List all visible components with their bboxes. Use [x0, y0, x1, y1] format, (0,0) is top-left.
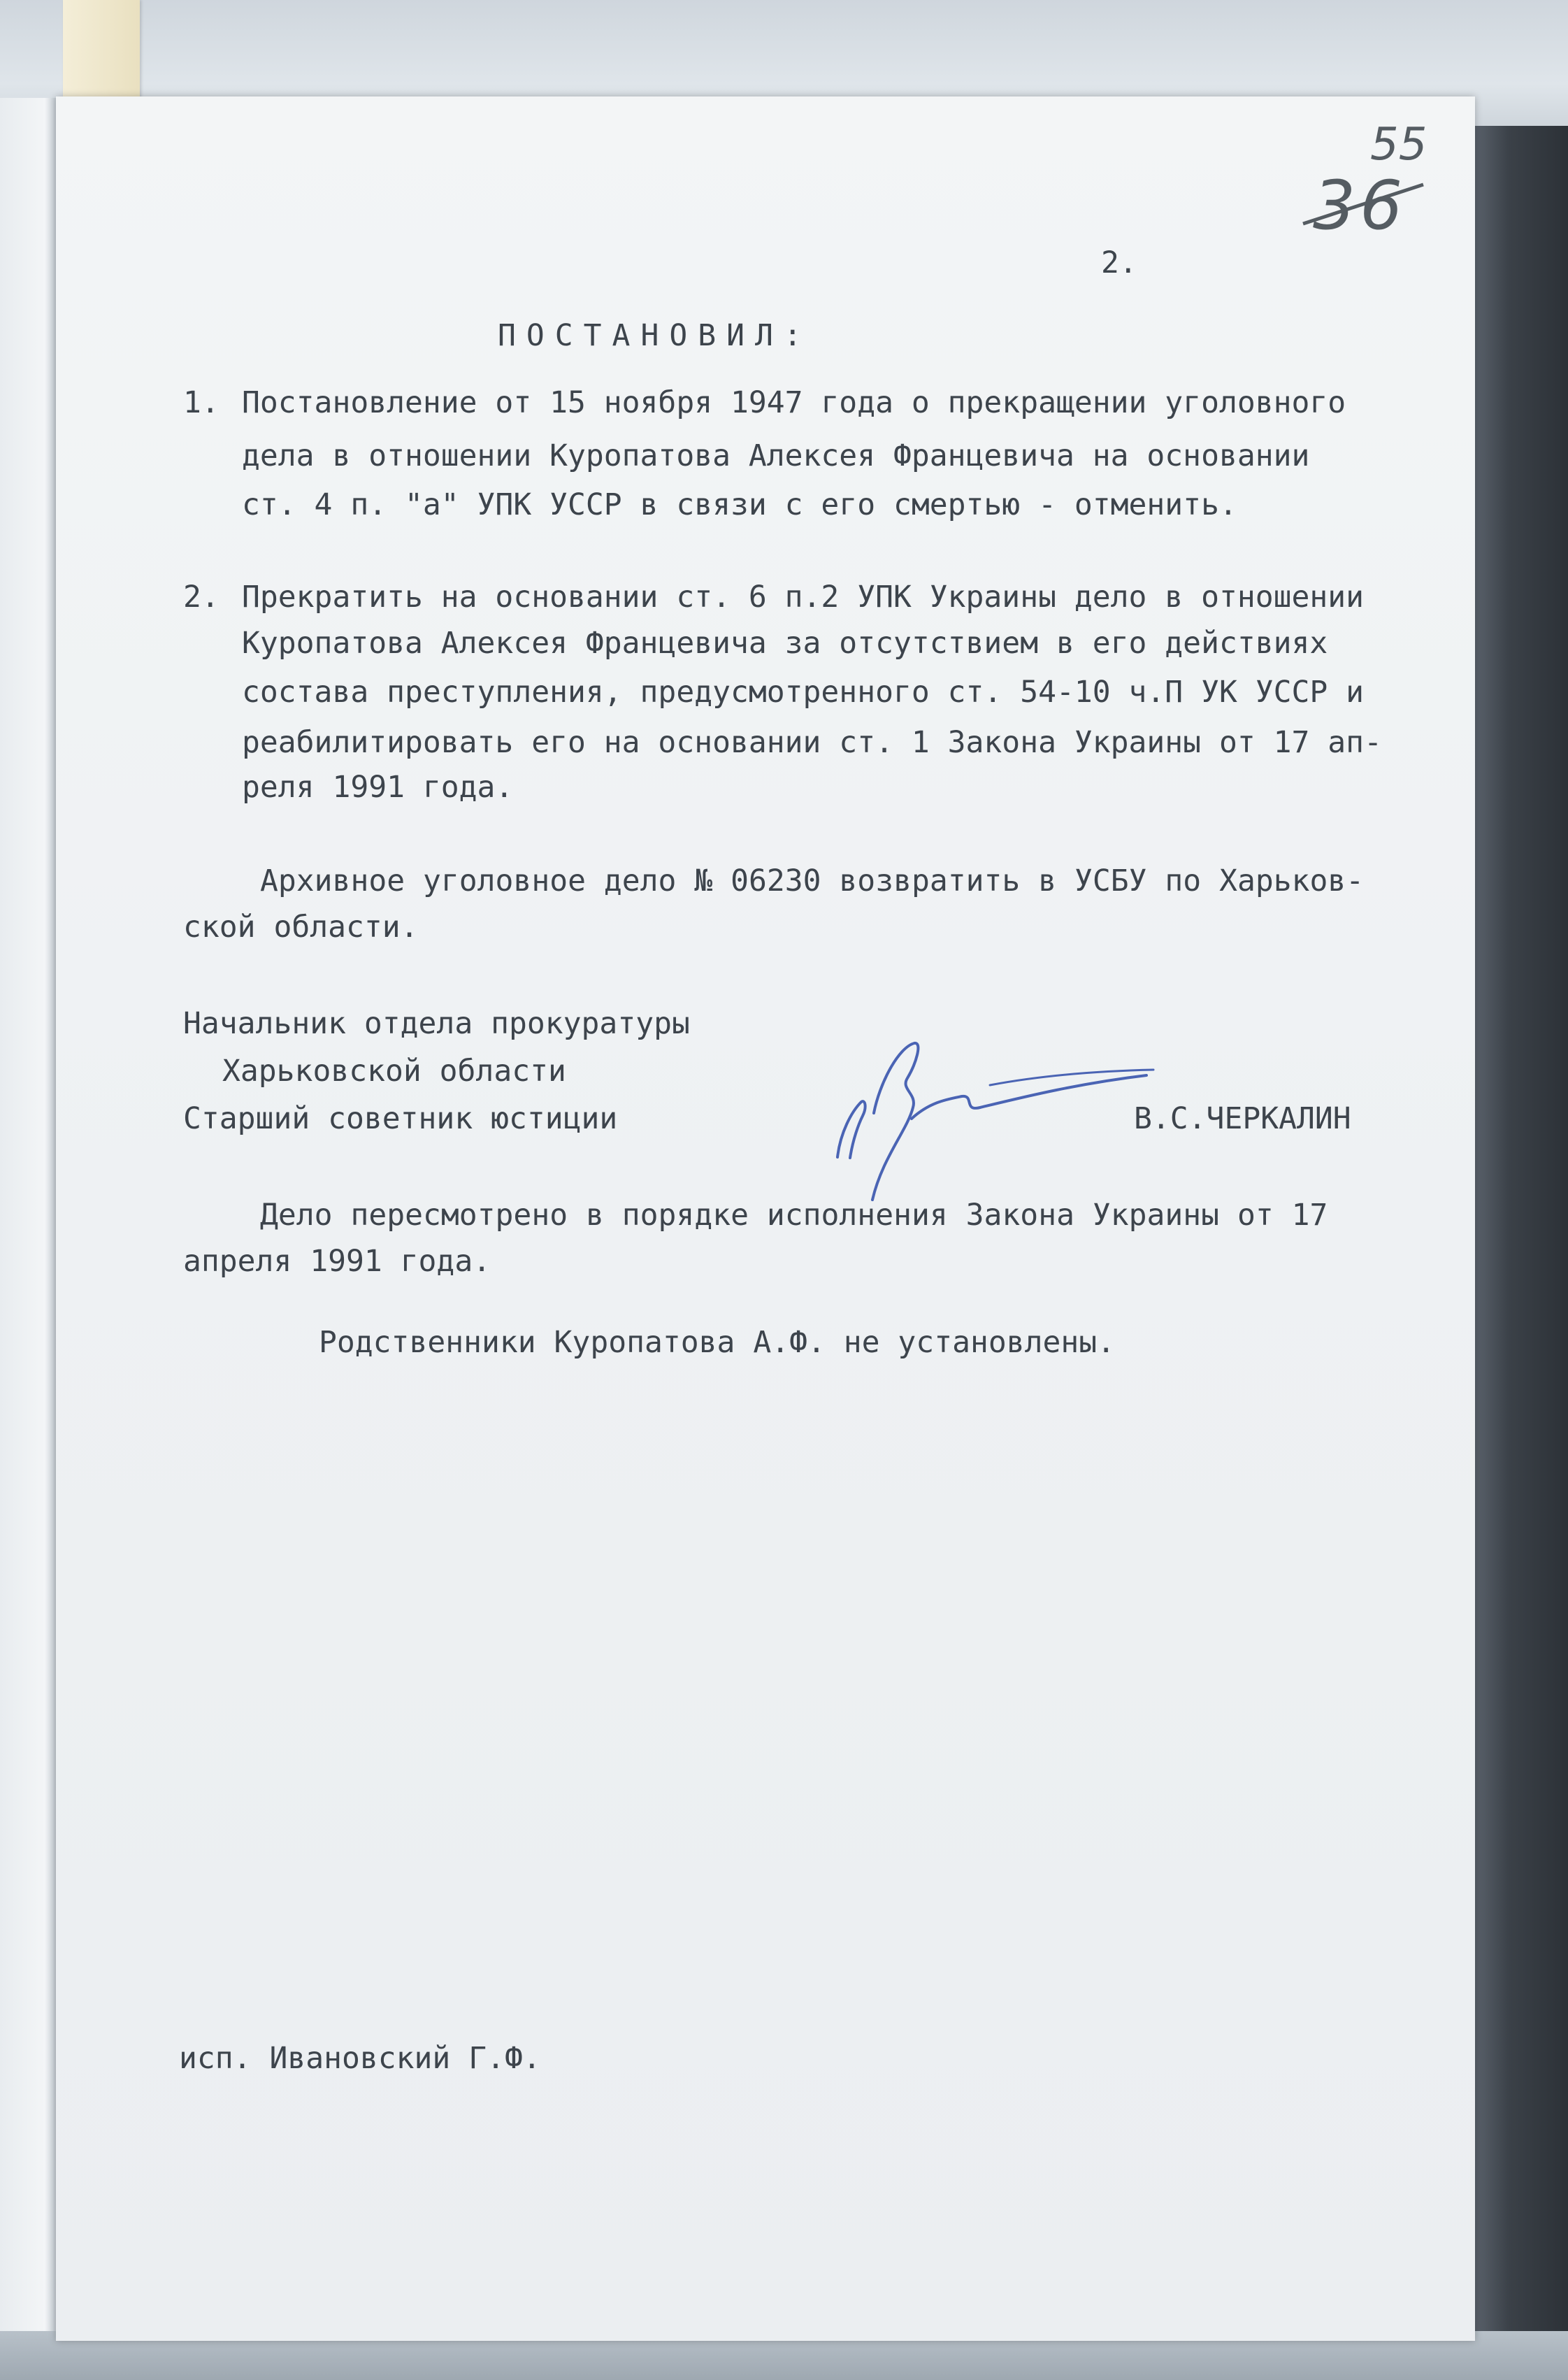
item-2-line-2: Куропатова Алексея Францевича за отсутствием в его действиях	[242, 626, 1328, 661]
archive-paragraph-line-1: Архивное уголовное дело № 06230 возвратить в УСБУ по Харьков-	[260, 863, 1365, 898]
signature-mark	[825, 1035, 1160, 1217]
item-2-line-5: реля 1991 года.	[242, 770, 514, 805]
page-number: 2.	[1101, 245, 1137, 280]
signatory-rank: Старший советник юстиции	[183, 1101, 618, 1136]
background-left-sheet	[0, 98, 56, 2380]
item-2-line-3: состава преступления, предусмотренного ст. 54-10 ч.П УК УССР и	[242, 675, 1365, 710]
document-heading: ПОСТАНОВИЛ:	[498, 318, 812, 353]
signatory-name: В.С.ЧЕРКАЛИН	[1134, 1101, 1351, 1136]
executor-line: исп. Ивановский Г.Ф.	[179, 2041, 541, 2076]
signatory-title-1: Начальник отдела прокуратуры	[183, 1006, 690, 1041]
archive-number-crossed: 36	[1313, 166, 1407, 245]
item-2-number: 2.	[183, 580, 220, 615]
review-note-line-1: Дело пересмотрено в порядке исполнения Закона Украины от 17	[260, 1198, 1328, 1233]
background-folder-right	[1470, 126, 1568, 2380]
item-2-line-4: реабилитировать его на основании ст. 1 Закона Украины от 17 ап-	[242, 725, 1382, 760]
item-2-line-1: Прекратить на основании ст. 6 п.2 УПК Украины дело в отношении	[242, 580, 1365, 615]
item-1-number: 1.	[183, 385, 220, 420]
item-1-line-2: дела в отношении Куропатова Алексея Францевича на основании	[242, 438, 1310, 473]
signatory-title-2: Харьковской области	[222, 1054, 566, 1089]
item-1-line-3: ст. 4 п. "а" УПК УССР в связи с его смертью - отменить.	[242, 487, 1237, 522]
crossout-stroke	[1300, 175, 1426, 238]
folder-tab	[63, 0, 140, 112]
archive-paragraph-line-2: ской области.	[183, 910, 419, 945]
review-note-line-2: апреля 1991 года.	[183, 1244, 491, 1279]
archive-number-upper: 55	[1370, 119, 1427, 171]
item-1-line-1: Постановление от 15 ноября 1947 года о прекращении уголовного	[242, 385, 1346, 420]
relatives-note: Родственники Куропатова А.Ф. не установлены.	[319, 1325, 1116, 1360]
